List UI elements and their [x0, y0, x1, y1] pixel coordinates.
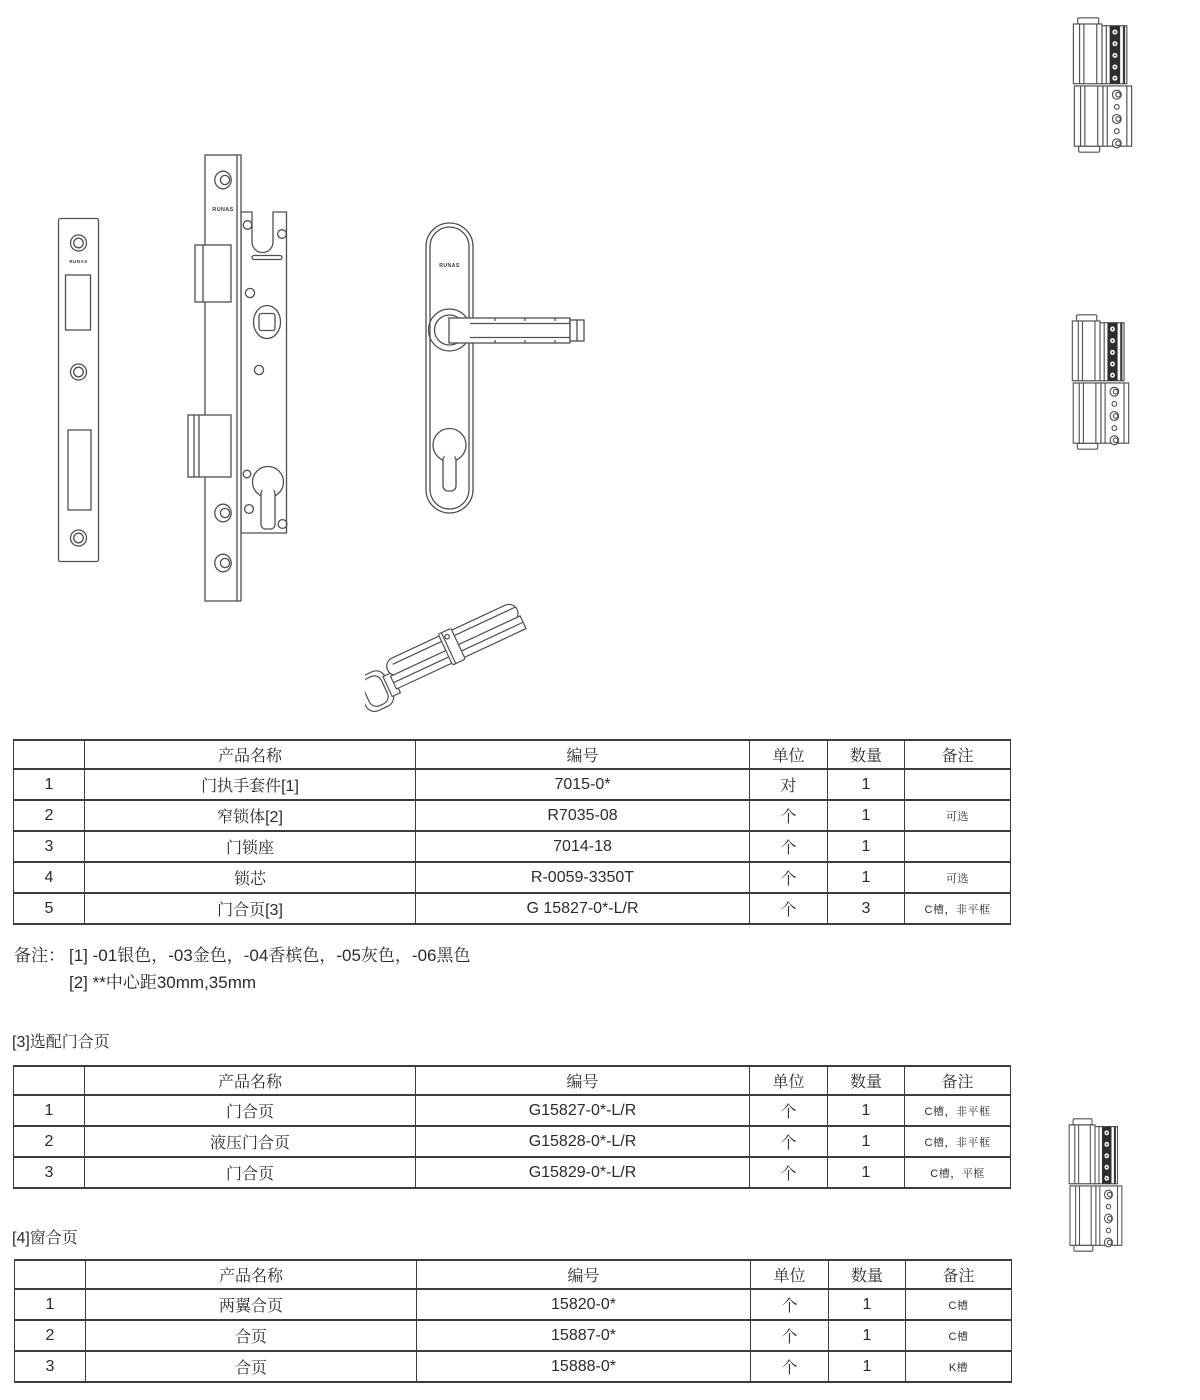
- notes: [14, 942, 470, 996]
- door-hinge-options-table: [13, 1065, 1011, 1189]
- cell: [905, 769, 1011, 800]
- cell: G15827-0*-L/R: [416, 1095, 750, 1126]
- cell: 个: [751, 1351, 829, 1382]
- cell: C槽: [906, 1289, 1012, 1320]
- cell: 门合页: [85, 1157, 416, 1188]
- header-cell: 产品名称: [85, 1066, 416, 1095]
- cell: 两翼合页: [86, 1289, 417, 1320]
- cell: 5: [14, 893, 85, 924]
- cell: 7014-18: [416, 831, 750, 862]
- header-cell: 单位: [750, 740, 828, 769]
- cell: C槽，非平框: [905, 1095, 1011, 1126]
- cell: 2: [14, 800, 85, 831]
- cell: G15829-0*-L/R: [416, 1157, 750, 1188]
- cell: C槽: [906, 1320, 1012, 1351]
- cell: 7015-0*: [416, 769, 750, 800]
- cell: G15828-0*-L/R: [416, 1126, 750, 1157]
- table-row: [14, 800, 1011, 831]
- header-cell: 编号: [416, 1066, 750, 1095]
- hinge-drawing-top: [1071, 17, 1134, 153]
- cell: R-0059-3350T: [416, 862, 750, 893]
- cell: 1: [828, 1157, 905, 1188]
- cell: 个: [750, 1126, 828, 1157]
- table-row: [14, 831, 1011, 862]
- section-title-window-hinges: [4]窗合页: [12, 1230, 78, 1247]
- cell: 可选: [905, 800, 1011, 831]
- hinge-drawing-bottom: [1067, 1118, 1124, 1252]
- cell: 1: [828, 800, 905, 831]
- cell: 1: [828, 862, 905, 893]
- cell: 锁芯: [85, 862, 416, 893]
- note-line: [2] **中心距30mm,35mm: [69, 973, 257, 992]
- cell: R7035-08: [416, 800, 750, 831]
- cell: 1: [828, 831, 905, 862]
- header-row: [14, 1066, 1011, 1095]
- cell: 4: [14, 862, 85, 893]
- cell: 3: [828, 893, 905, 924]
- cell: 个: [750, 862, 828, 893]
- cell: 个: [751, 1289, 829, 1320]
- cell: 液压门合页: [85, 1126, 416, 1157]
- handle-drawing: [420, 218, 595, 518]
- table-row: [14, 1157, 1011, 1188]
- cell: 门执手套件[1]: [85, 769, 416, 800]
- header-cell: 产品名称: [86, 1260, 417, 1289]
- table-row: [15, 1289, 1012, 1320]
- header-cell: 数量: [829, 1260, 906, 1289]
- cell: 门锁座: [85, 831, 416, 862]
- header-row: [14, 740, 1011, 769]
- cell: 窄锁体[2]: [85, 800, 416, 831]
- table-row: [15, 1320, 1012, 1351]
- lock-body-drawing: [186, 146, 290, 616]
- cell: 合页: [86, 1320, 417, 1351]
- cell: 15888-0*: [417, 1351, 751, 1382]
- cell: 个: [750, 800, 828, 831]
- hinge-drawing-middle: [1070, 314, 1131, 450]
- header-cell: [15, 1260, 86, 1289]
- table-row: [14, 769, 1011, 800]
- header-cell: 备注: [905, 1066, 1011, 1095]
- cell: 15820-0*: [417, 1289, 751, 1320]
- header-cell: [14, 740, 85, 769]
- cell: G 15827-0*-L/R: [416, 893, 750, 924]
- table-row: [15, 1351, 1012, 1382]
- cell: 合页: [86, 1351, 417, 1382]
- cell: 个: [750, 893, 828, 924]
- cell: [905, 831, 1011, 862]
- header-cell: 备注: [906, 1260, 1012, 1289]
- cell: 个: [750, 1095, 828, 1126]
- cell: 15887-0*: [417, 1320, 751, 1351]
- cell: 个: [750, 1157, 828, 1188]
- notes-lines: [69, 942, 470, 996]
- cell: 3: [15, 1351, 86, 1382]
- header-cell: 数量: [828, 1066, 905, 1095]
- header-cell: [14, 1066, 85, 1095]
- header-cell: 单位: [750, 1066, 828, 1095]
- table-row: [14, 1126, 1011, 1157]
- brand-text: RUNAS: [212, 207, 234, 213]
- cell: 1: [828, 769, 905, 800]
- header-cell: 数量: [828, 740, 905, 769]
- section-title-optional-door-hinges: [3]选配门合页: [12, 1034, 110, 1051]
- cell: 1: [14, 769, 85, 800]
- header-cell: 编号: [416, 740, 750, 769]
- cell: C槽，非平框: [905, 1126, 1011, 1157]
- note-line: [1] -01银色，-03金色，-04香槟色，-05灰色，-06黑色: [69, 946, 471, 965]
- cell: 门合页[3]: [85, 893, 416, 924]
- cell: 2: [15, 1320, 86, 1351]
- table-row: [14, 862, 1011, 893]
- cell: 个: [750, 831, 828, 862]
- notes-label: 备注：: [14, 946, 65, 965]
- cell: 3: [14, 831, 85, 862]
- cylinder-drawing: [365, 598, 535, 718]
- cell: 可选: [905, 862, 1011, 893]
- header-cell: 产品名称: [85, 740, 416, 769]
- cell: C槽，非平框: [905, 893, 1011, 924]
- cell: 1: [14, 1095, 85, 1126]
- cell: 2: [14, 1126, 85, 1157]
- cell: 个: [751, 1320, 829, 1351]
- brand-text: RUNAS: [439, 263, 460, 269]
- cell: 1: [828, 1095, 905, 1126]
- window-hinge-table: [14, 1259, 1012, 1383]
- header-row: [15, 1260, 1012, 1289]
- cell: 1: [829, 1351, 906, 1382]
- cell: 3: [14, 1157, 85, 1188]
- main-parts-table: [13, 739, 1011, 925]
- table-row: [14, 893, 1011, 924]
- header-cell: 编号: [417, 1260, 751, 1289]
- header-cell: 单位: [751, 1260, 829, 1289]
- cell: 对: [750, 769, 828, 800]
- cell: 1: [828, 1126, 905, 1157]
- cell: K槽: [906, 1351, 1012, 1382]
- table-row: [14, 1095, 1011, 1126]
- header-cell: 备注: [905, 740, 1011, 769]
- cell: 1: [829, 1320, 906, 1351]
- cell: 1: [15, 1289, 86, 1320]
- brand-text: RUNAS: [69, 259, 88, 264]
- strike-plate-drawing: [57, 217, 101, 563]
- cell: 门合页: [85, 1095, 416, 1126]
- cell: C槽，平框: [905, 1157, 1011, 1188]
- cell: 1: [829, 1289, 906, 1320]
